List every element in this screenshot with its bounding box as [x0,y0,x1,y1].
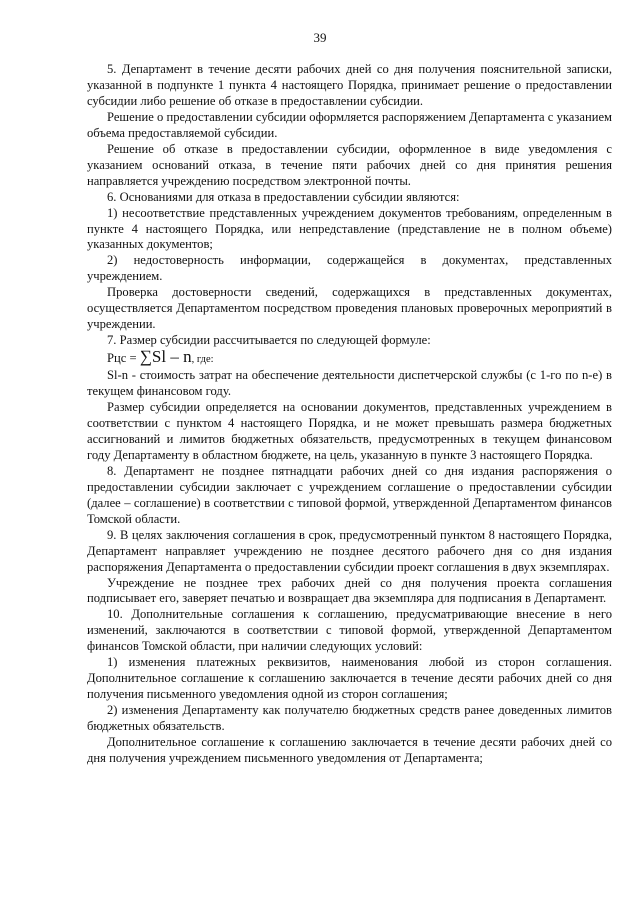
page-number: 39 [313,30,327,45]
formula-sum-sign: ∑ [139,347,152,367]
paragraph-signing: Учреждение не позднее трех рабочих дней со дня получения проекта соглашения подписывает его, заверяет печатью и возвращает два экземпляра для подписания в Департамент. [87,575,612,606]
formula-equals: = [129,351,137,366]
paragraph-6-item-2: 2) недостоверность информации, содержащейся в документах, представленных учреждением. [87,253,612,284]
paragraph-9: 9. В целях заключения соглашения в срок, предусмотренный пунктом 8 настоящего Порядка, Департамент направляет учреждению не позднее десятого рабочего дня со дня издания распоряжения Департамента о предоставлении субсидии проект соглашения в двух экземплярах. [87,527,612,574]
paragraph-decision-grant: Решение о предоставлении субсидии оформляется распоряжением Департамента с указанием объема предоставляемой субсидии. [87,109,612,140]
paragraph-verification: Проверка достоверности сведений, содержащихся в представленных документах, осуществляется Департаментом посредством проведения плановых проверочных мероприятий в учреждении. [87,285,612,332]
formula-suffix: , где: [191,354,214,366]
paragraph-5: 5. Департамент в течение десяти рабочих дней со дня получения пояснительной записки, указанной в подпункте 1 пункта 4 настоящего Порядка, принимает решение о предоставлении субсидии либо решение об отказе в предоставлении субсидии. [87,62,612,108]
paragraph-10-item-1: 1) изменения платежных реквизитов, наименования любой из сторон соглашения. Дополнительное соглашение к соглашению заключается в течение десяти рабочих дней со дня получения письменного уведомления одной из сторон соглашения; [87,655,612,702]
formula-lhs: Рцс [107,351,127,366]
paragraph-10-item-2: 2) изменения Департаменту как получателю бюджетных средств ранее доведенных лимитов бюджетных обязательств. [87,703,612,734]
paragraph-6-item-1: 1) несоответствие представленных учреждением документов требованиям, определенным в пункте 4 настоящего Порядка, или непредставление (представление не в полном объеме) указанных документов; [87,205,612,252]
paragraph-6: 6. Основаниями для отказа в предоставлении субсидии являются: [107,189,460,204]
paragraph-10: 10. Дополнительные соглашения к соглашению, предусматривающие внесение в него изменений, заключаются в соответствии с типовой формой, утвержденной Департаментом финансов Томской области, при наличии следующих условий: [87,607,612,654]
paragraph-formula-definition: Sl-n - стоимость затрат на обеспечение деятельности диспетчерской службы (с 1-го по n-е) в текущем финансовом году. [87,368,612,399]
paragraph-decision-refusal: Решение об отказе в предоставлении субсидии, оформленное в виде уведомления с указанием оснований отказа, в течение пяти рабочих дней со дня принятия решения направляется учреждению посредством электронной почты. [87,141,612,188]
paragraph-8: 8. Департамент не позднее пятнадцати рабочих дней со дня издания распоряжения о предоставлении субсидии заключает с учреждением соглашение о предоставлении субсидии (далее – соглашение) в соответствии с типовой формой, утвержденной Департаментом финансов Томской области. [87,463,612,526]
paragraph-subsidy-size: Размер субсидии определяется на основании документов, представленных учреждением в соответствии с пунктом 4 настоящего Порядка, и не может превышать размера бюджетных ассигнований и лимитов бюджетных обязательств, предусмотренных в текущем финансовом году Департаменту в областном бюджете, на цель, указанную в пункте 3 настоящего Порядка. [87,400,612,462]
subsidy-formula [87,349,612,368]
formula-rhs: Sl – n [151,347,192,367]
document-body [87,62,612,767]
paragraph-7: 7. Размер субсидии рассчитывается по следующей формуле: [107,333,431,348]
paragraph-additional-agreement: Дополнительное соглашение к соглашению заключается в течение десяти рабочих дней со дня получения учреждением письменного уведомления от Департамента; [87,735,612,765]
